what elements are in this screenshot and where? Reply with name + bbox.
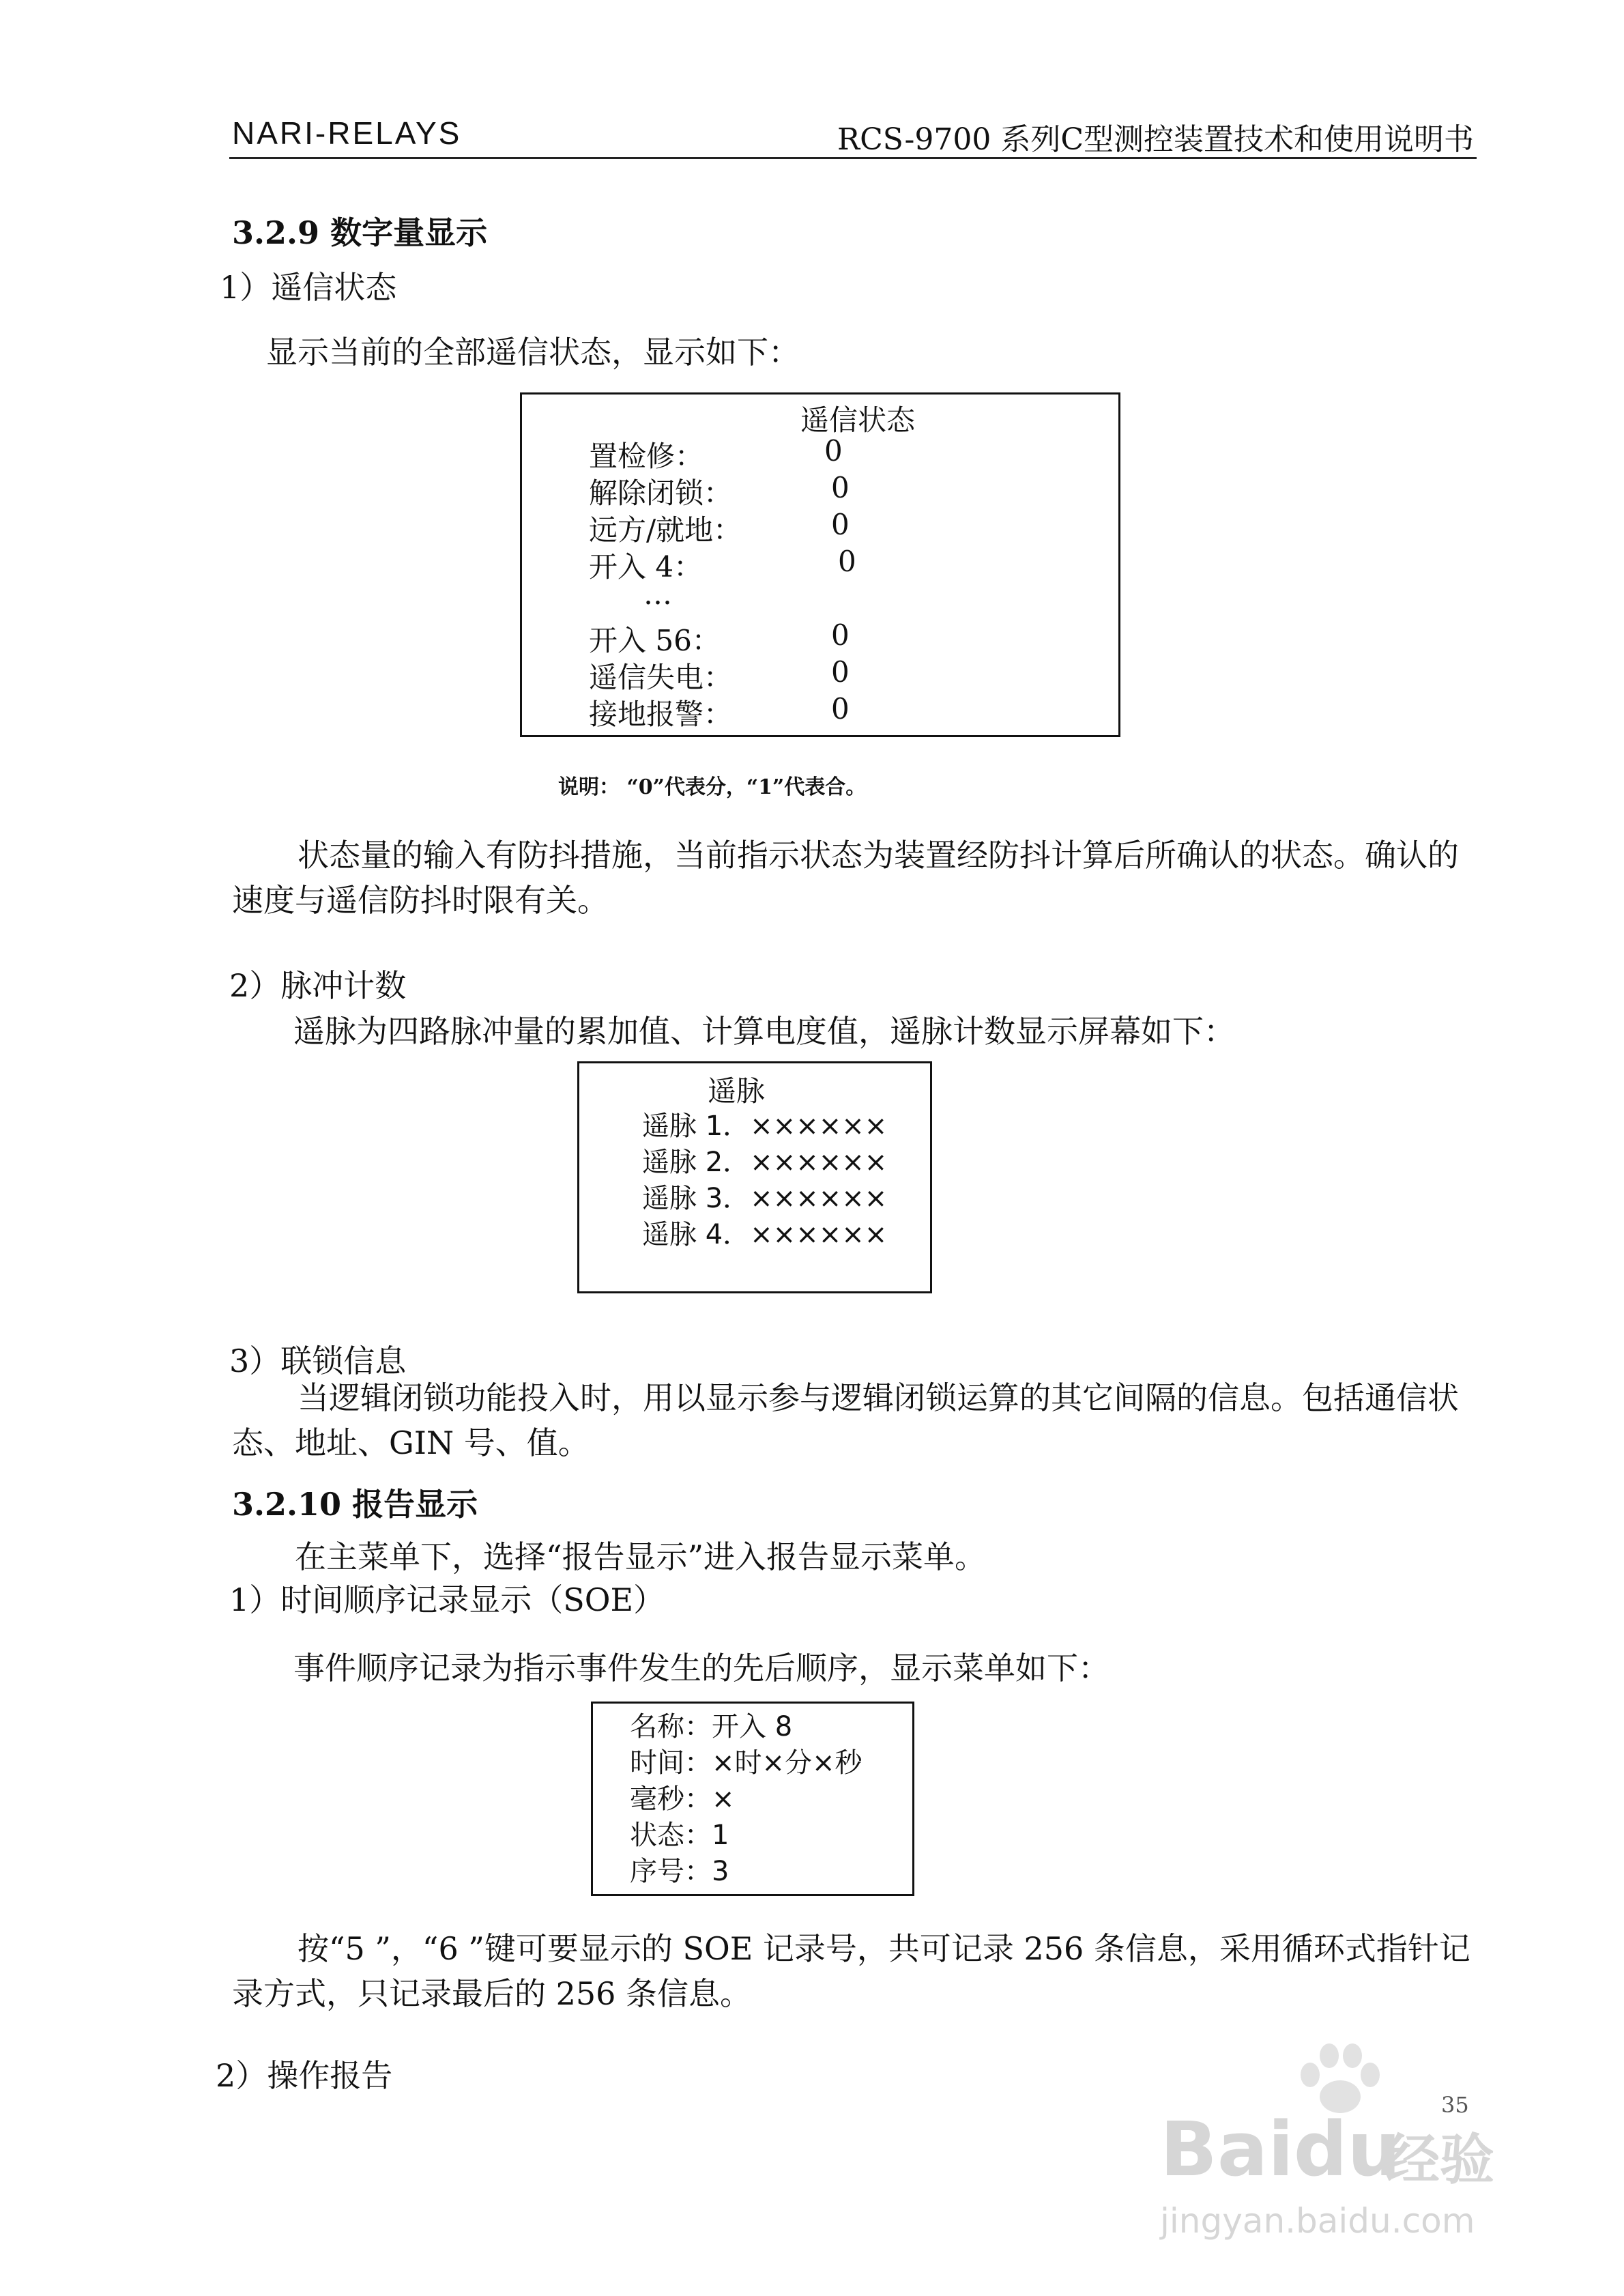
header-manual-title: RCS-9700 系列C型测控装置技术和使用说明书 xyxy=(837,122,1474,157)
watermark-brand: Bai xyxy=(1160,2106,1294,2193)
page-number: 35 xyxy=(1441,2092,1469,2118)
row-label: 遥信失电： xyxy=(589,661,733,694)
soe-paragraph: 按“5 ”，“6 ”键可要显示的 SOE 记录号，共可记录 256 条信息，采用循环式指针记录方式，只记录最后的 256 条信息。 xyxy=(232,1930,1470,2012)
row-label: 开入 4： xyxy=(589,550,703,584)
paw-icon xyxy=(1290,2041,1385,2116)
soe-seq-row: 序号：3 xyxy=(630,1856,729,1887)
subheading-pulse-count: 2）脉冲计数 xyxy=(229,967,407,1004)
row-label: 接地报警： xyxy=(589,698,733,731)
row-label: 解除闭锁： xyxy=(589,476,733,510)
pulse-row: 遥脉 4．×××××× xyxy=(642,1219,888,1250)
ellipsis: … xyxy=(643,577,672,611)
pulse-count-screen xyxy=(577,1061,932,1293)
interlock-paragraph: 当逻辑闭锁功能投入时，用以显示参与逻辑闭锁运算的其它间隔的信息。包括通信状态、地址、GIN 号、值。 xyxy=(232,1379,1459,1461)
telesignal-status-screen xyxy=(520,392,1120,737)
soe-time-row: 时间：×时×分×秒 xyxy=(630,1747,862,1779)
header-divider xyxy=(229,157,1477,159)
pulse-intro: 遥脉为四路脉冲量的累加值、计算电度值，遥脉计数显示屏幕如下： xyxy=(293,1013,1235,1050)
watermark-url: jingyan.baidu.com xyxy=(1160,2201,1475,2241)
subheading-telesignal-status: 1）遥信状态 xyxy=(220,269,397,306)
row-label: 远方/就地： xyxy=(589,513,742,547)
watermark-brand-du: du xyxy=(1293,2106,1401,2193)
subheading-soe: 1）时间顺序记录显示（SOE） xyxy=(229,1581,665,1618)
screen-title: 遥脉 xyxy=(708,1074,766,1108)
row-label: 开入 56： xyxy=(589,624,721,657)
soe-state-row: 状态：1 xyxy=(630,1820,729,1851)
section-heading-3-2-10: 3.2.10 报告显示 xyxy=(232,1486,478,1523)
row-value: 0 xyxy=(831,655,850,689)
screen-title: 遥信状态 xyxy=(800,403,916,437)
pulse-row: 遥脉 3．×××××× xyxy=(642,1183,888,1214)
subheading-interlock-info: 3）联锁信息 xyxy=(229,1343,407,1379)
soe-ms-row: 毫秒：× xyxy=(630,1783,735,1815)
soe-name-row: 名称：开入 8 xyxy=(630,1711,793,1742)
report-intro: 在主菜单下，选择“报告显示”进入报告显示菜单。 xyxy=(295,1538,987,1575)
subheading-operation-report: 2）操作报告 xyxy=(216,2057,393,2094)
soe-record-screen xyxy=(591,1702,914,1896)
baidu-jingyan-watermark xyxy=(1160,2041,1515,2245)
row-value: 0 xyxy=(838,545,856,578)
header-company: NARI-RELAYS xyxy=(232,115,462,151)
row-label: 置检修： xyxy=(589,440,704,473)
pulse-row: 遥脉 1．×××××× xyxy=(642,1110,888,1142)
soe-intro: 事件顺序记录为指示事件发生的先后顺序，显示菜单如下： xyxy=(293,1650,1110,1687)
row-value: 0 xyxy=(824,434,843,468)
row-value: 0 xyxy=(831,471,850,504)
debounce-paragraph: 状态量的输入有防抖措施，当前指示状态为装置经防抖计算后所确认的状态。确认的速度与遥信防抖时限有关。 xyxy=(232,837,1459,919)
pulse-row: 遥脉 2．×××××× xyxy=(642,1147,888,1178)
row-value: 0 xyxy=(831,618,850,652)
telesignal-note: 说明： “0”代表分，“1”代表合。 xyxy=(558,775,867,799)
section-heading-3-2-9: 3.2.9 数字量显示 xyxy=(232,214,488,251)
watermark-label: 经验 xyxy=(1385,2128,1494,2192)
telesignal-intro: 显示当前的全部遥信状态，显示如下： xyxy=(266,334,800,371)
row-value: 0 xyxy=(831,508,850,541)
row-value: 0 xyxy=(831,692,850,726)
